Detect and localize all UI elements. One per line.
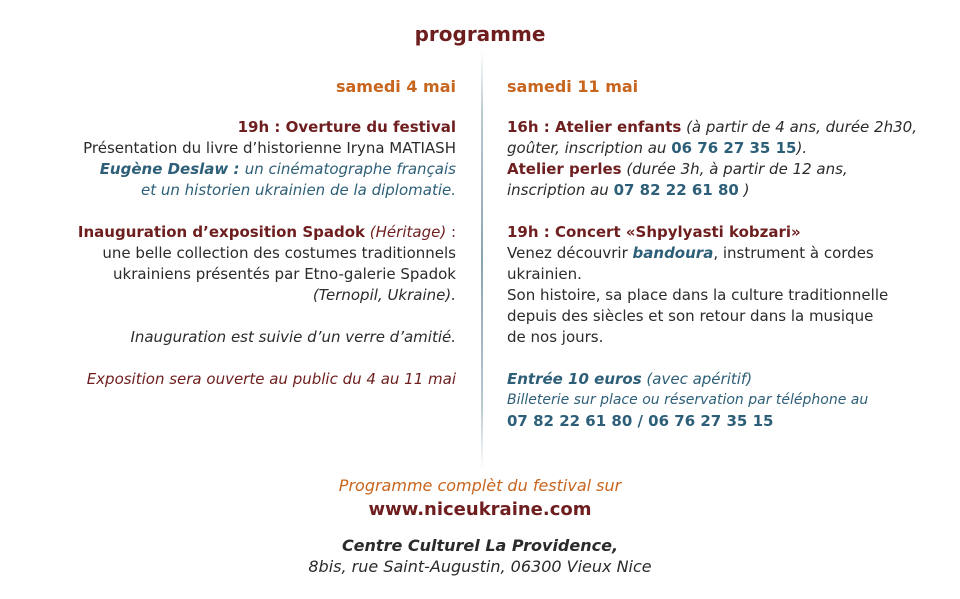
atelier2-details2: inscription au — [507, 181, 614, 199]
event1-desc2: et un historien ukrainien de la diplomatie. — [141, 181, 456, 199]
footer-intro: Programme complèt du festival sur — [338, 476, 622, 495]
left-column — [20, 76, 456, 390]
atelier1-title: Atelier enfants — [549, 118, 682, 136]
atelier2-line2 — [507, 180, 937, 201]
day-heading-right: samedi 11 mai — [507, 77, 639, 96]
right-column — [507, 76, 937, 432]
concert — [507, 222, 937, 348]
concert-title: 19h : Concert «Shpylyasti kobzari» — [507, 223, 801, 241]
entry-paren: (avec apéritif) — [641, 370, 753, 388]
atelier2-end: ) — [738, 181, 750, 199]
concert-line3: Son histoire, sa place dans la culture traditionnelle — [507, 286, 889, 304]
atelier2-phone: 07 82 22 61 80 — [613, 181, 739, 199]
event2-line2: une belle collection des costumes traditionnels — [102, 244, 456, 262]
atelier1-line1 — [507, 117, 937, 138]
atelier2 — [507, 159, 937, 201]
concert-line2: ukrainien. — [507, 265, 582, 283]
day-heading-left: samedi 4 mai — [335, 77, 456, 96]
atelier1-line2 — [507, 138, 937, 159]
event1-heading — [20, 117, 456, 138]
column-divider — [481, 50, 483, 470]
entry-title: Entrée 10 euros — [507, 370, 642, 388]
event1-desc1: un cinématographe français — [244, 160, 456, 178]
reservation-phones: 07 82 22 61 80 / 06 76 27 35 15 — [507, 412, 774, 430]
event1-time: 19h : — [237, 118, 281, 136]
website-link[interactable]: www.niceukraine.com — [368, 499, 592, 520]
concert-line1-a: Venez découvrir — [507, 244, 633, 262]
event1-title: Overture du festival — [280, 118, 456, 136]
atelier2-title: Atelier perles — [507, 160, 622, 178]
concert-line4: depuis des siècles et son retour dans la musique — [507, 307, 874, 325]
event2-name: Spadok — [302, 223, 366, 241]
concert-line1 — [507, 243, 937, 264]
event1-name: Eugène Deslaw : — [99, 160, 245, 178]
event2 — [20, 222, 456, 306]
event2-heading — [20, 222, 456, 243]
event1 — [20, 117, 456, 201]
event2-title: Inauguration d’exposition — [77, 223, 303, 241]
note: Inauguration est suivie d’un verre d’amitié. — [130, 328, 456, 346]
venue-address: 8bis, rue Saint-Augustin, 06300 Vieux Nice — [308, 557, 652, 576]
atelier1-time: 16h : — [507, 118, 550, 136]
event2-line4: (Ternopil, Ukraine). — [312, 286, 456, 304]
atelier1-details: (à partir de 4 ans, durée 2h30, — [681, 118, 917, 136]
atelier2-details: (durée 3h, à partir de 12 ans, — [621, 160, 848, 178]
venue-name: Centre Culturel La Providence, — [341, 536, 619, 555]
page-title: programme — [414, 22, 546, 46]
atelier1 — [507, 117, 937, 159]
expo-dates: Exposition sera ouverte au public du 4 au 11 mai — [86, 370, 456, 388]
atelier2-line1 — [507, 159, 937, 180]
event2-colon: : — [446, 223, 456, 241]
atelier1-details2: goûter, inscription au — [507, 139, 672, 157]
concert-line1-b: , instrument à cordes — [713, 244, 874, 262]
event2-line3: ukrainiens présentés par Etno-galerie Spadok — [113, 265, 456, 283]
atelier1-end: ). — [796, 139, 808, 157]
event1-line2: Présentation du livre d’historienne Iryna MATIASH — [83, 139, 456, 157]
concert-line5: de nos jours. — [507, 328, 604, 346]
atelier1-phone: 06 76 27 35 15 — [671, 139, 797, 157]
entry-price — [507, 369, 937, 390]
billeterie-text: Billeterie sur place ou réservation par téléphone au — [507, 392, 869, 408]
concert-instrument: bandoura — [632, 244, 714, 262]
event1-line3 — [20, 159, 456, 180]
event2-paren: (Héritage) — [365, 223, 447, 241]
